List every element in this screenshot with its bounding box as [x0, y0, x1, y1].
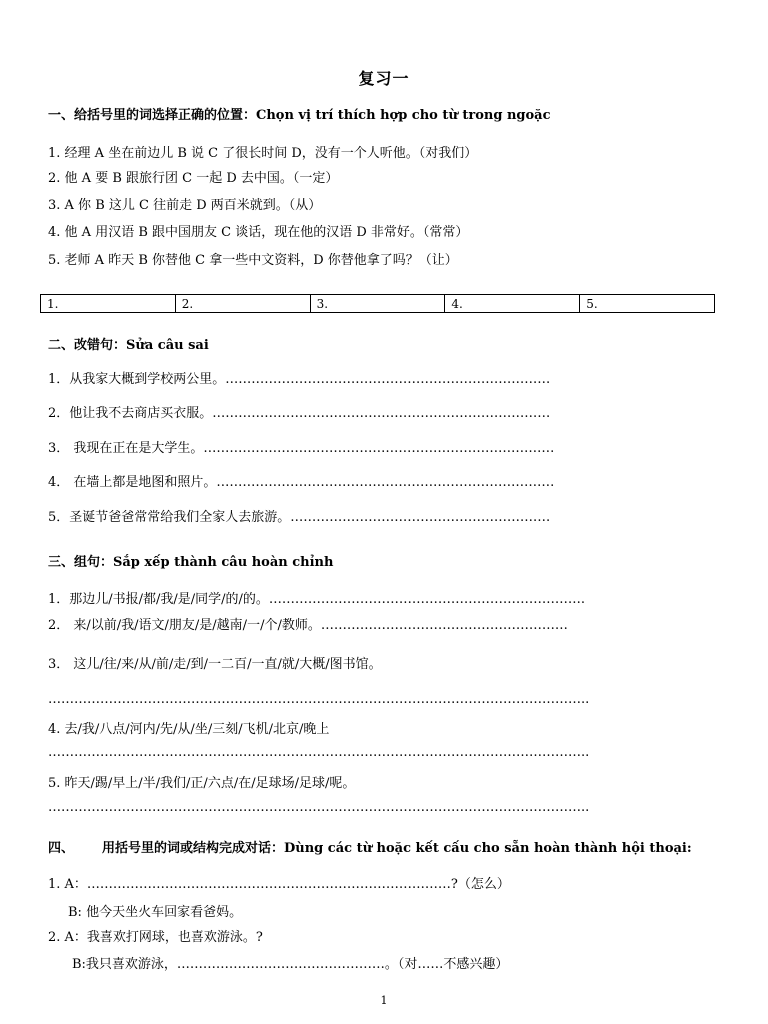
section-2-item-2: 2．他让我不去商店买衣服。…………………………………………………………………… [48, 406, 551, 421]
section-4-heading-number: 四、 [48, 841, 75, 856]
page-title: 复习一 [358, 69, 410, 88]
section-3-item-5: 5. 昨天/踢/早上/半/我们/正/六点/在/足球场/足球/呢。 [48, 776, 356, 791]
section-3-item-1: 1．那边儿/书报/都/我/是/同学/的/的。………………………………………………………………. [48, 592, 586, 607]
dialogue-1-a: 1. A：…………………………………………………………………………?（怎么） [48, 877, 510, 892]
answer-cell-2[interactable]: 2. [175, 295, 310, 313]
answer-cell-5[interactable]: 5. [580, 295, 715, 313]
dialogue-2-a: 2. A：我喜欢打网球，也喜欢游泳。? [48, 930, 263, 945]
section-3-item-3: 3． 这儿/往/来/从/前/走/到/一二百/一直/就/大概/图书馆。 [48, 657, 382, 672]
section-3-item-2: 2． 来/以前/我/语文/朋友/是/越南/一/个/教师。………………………………………………… [48, 618, 568, 633]
section-1-item-3: 3. A 你 B 这儿 C 往前走 D 两百米就到。（从） [48, 198, 322, 213]
dialogue-2-b: B:我只喜欢游泳，…………………………………………。（对……不感兴趣） [72, 957, 509, 972]
section-3-item-4: 4. 去/我/八点/河内/先/从/坐/三刻/飞机/北京/晚上 [48, 722, 330, 737]
answer-table [40, 294, 715, 313]
answer-cell-1[interactable]: 1. [41, 295, 176, 313]
answer-cell-3[interactable]: 3. [310, 295, 445, 313]
section-3-answer-line-3[interactable]: …………………………………………………………………………………………………………….. [48, 692, 590, 707]
section-2-item-5: 5．圣诞节爸爸常常给我们全家人去旅游。…………………………………………………… [48, 510, 551, 525]
section-2-item-4: 4． 在墙上都是地图和照片。…………………………………………………………………… [48, 475, 555, 490]
section-1-item-1: 1. 经理 A 坐在前边儿 B 说 C 了很长时间 D，没有一个人听他。（对我们） [48, 146, 478, 161]
dialogue-1-b: B: 他今天坐火车回家看爸妈。 [68, 905, 243, 920]
section-3-answer-line-5[interactable]: …………………………………………………………………………………………………………….. [48, 800, 590, 815]
section-3-answer-line-4[interactable]: …………………………………………………………………………………………………………….. [48, 745, 590, 760]
section-3-heading: 三、组句：Sắp xếp thành câu hoàn chỉnh [48, 555, 334, 570]
section-4-heading: 用括号里的词或结构完成对话：Dùng các từ hoặc kết cấu cho sẵn hoàn thành hội thoại: [102, 841, 692, 856]
section-1-item-4: 4. 他 A 用汉语 B 跟中国朋友 C 谈话，现在他的汉语 D 非常好。（常常） [48, 225, 469, 240]
section-1-heading: 一、给括号里的词选择正确的位置：Chọn vị trí thích hợp cho từ trong ngoặc [48, 108, 551, 123]
section-2-item-1: 1．从我家大概到学校两公里。………………………………………………………………… [48, 372, 551, 387]
section-1-item-2: 2. 他 A 要 B 跟旅行团 C 一起 D 去中国。（一定） [48, 171, 339, 186]
answer-cell-4[interactable]: 4. [445, 295, 580, 313]
answer-row [41, 295, 715, 313]
page-number: 1 [380, 994, 388, 1007]
section-2-heading: 二、改错句：Sửa câu sai [48, 338, 209, 353]
section-1-item-5: 5. 老师 A 昨天 B 你替他 C 拿一些中文资料，D 你替他拿了吗？（让） [48, 253, 458, 268]
section-2-item-3: 3． 我现在正在是大学生。……………………………………………………………………… [48, 441, 555, 456]
